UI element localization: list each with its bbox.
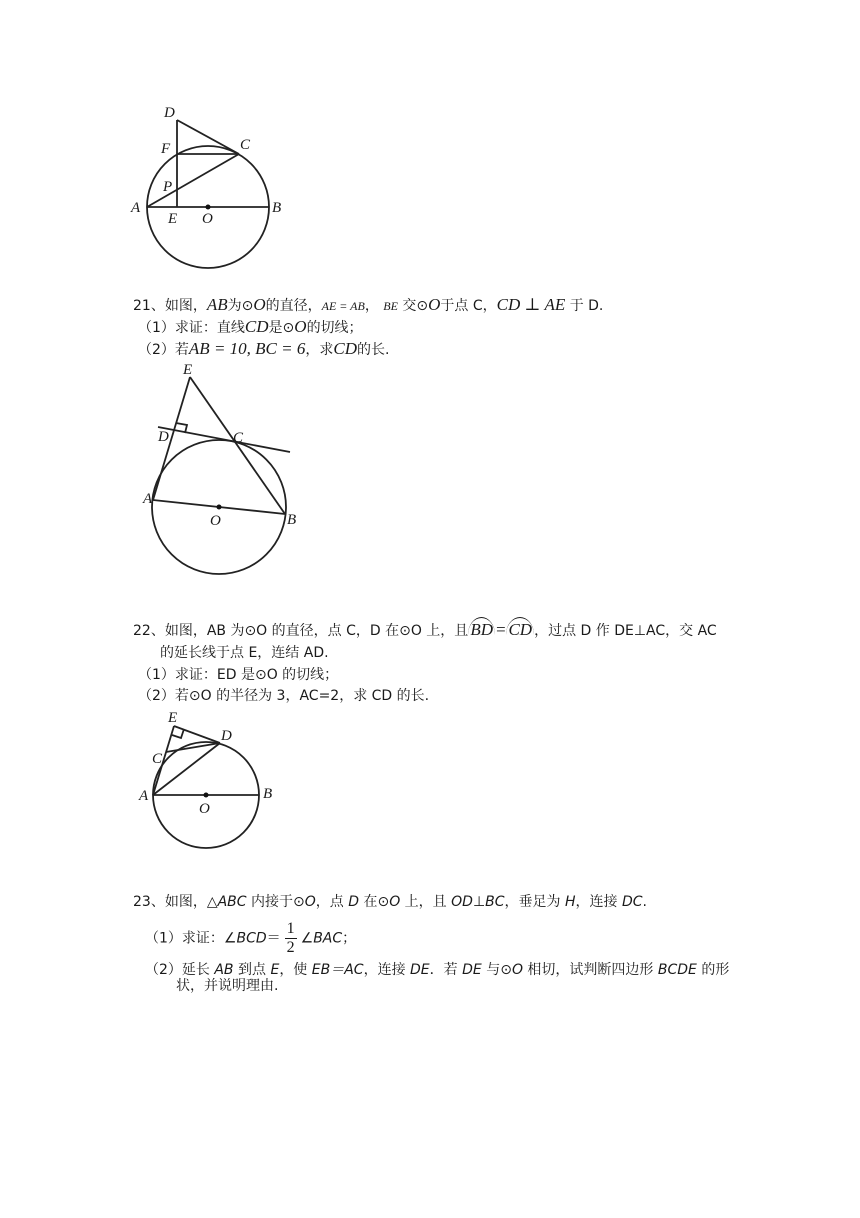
- label-A: A: [131, 200, 141, 216]
- q21-label-O: O: [210, 513, 221, 529]
- q21-number: 21、: [133, 298, 165, 314]
- q22-part1: （1）求证：ED 是⊙O 的切线；: [138, 667, 339, 683]
- q21-label-B: B: [287, 512, 297, 528]
- q23-part2: （2）延长 AB 到点 E，使 EB＝AC，连接 DE．若 DE 与⊙O 相切，试判断四边形 BCDE 的形: [145, 962, 730, 978]
- q22-label-B: B: [263, 786, 273, 802]
- label-F: F: [161, 141, 171, 157]
- q22-label-C: C: [152, 751, 163, 767]
- q21-label-E: E: [183, 362, 193, 378]
- label-E: E: [168, 211, 178, 227]
- q21-label-D: D: [158, 429, 169, 445]
- q21-label-C: C: [233, 430, 244, 446]
- q21-part1: （1）求证：直线CD是⊙O的切线；: [138, 317, 363, 336]
- q22-line2: 的延长线于点 E，连结 AD.: [160, 645, 329, 661]
- q22-label-E: E: [168, 710, 178, 726]
- q22-line1: 22、如图，AB 为⊙O 的直径，点 C，D 在⊙O 上，且 BD = CD ，过点 D 作 DE⊥AC，交 AC: [133, 617, 717, 641]
- q21-stem: 21、如图，AB为⊙O的直径，AE = AB， BE 交⊙O于点 C，CD ⊥ AE 于 D.: [133, 295, 604, 314]
- fraction-one-half: $\frac{1}{2}$: [286, 920, 295, 956]
- q23-part2-line2: 状，并说明理由.: [176, 978, 279, 994]
- q22-label-D: D: [221, 728, 232, 744]
- arc-BD: BD: [468, 617, 495, 638]
- q21-part2: （2）若AB = 10, BC = 6，求CD的长.: [138, 339, 390, 358]
- q23-stem: 23、如图，△ABC 内接于⊙O，点 D 在⊙O 上，且 OD⊥BC，垂足为 H，连接 DC.: [133, 894, 647, 910]
- arc-CD: CD: [506, 617, 534, 638]
- label-D: D: [164, 105, 175, 121]
- q23-part1: （1）求证：∠BCD＝ $\frac{1}{2}$ ∠BAC；: [145, 920, 357, 956]
- q21-label-A: A: [143, 491, 153, 507]
- label-B: B: [272, 200, 282, 216]
- q22-part2: （2）若⊙O 的半径为 3，AC=2，求 CD 的长.: [138, 688, 430, 704]
- q22-label-A: A: [139, 788, 149, 804]
- q22-label-O: O: [199, 801, 210, 817]
- label-C: C: [240, 137, 251, 153]
- label-P: P: [163, 179, 173, 195]
- label-O: O: [202, 211, 213, 227]
